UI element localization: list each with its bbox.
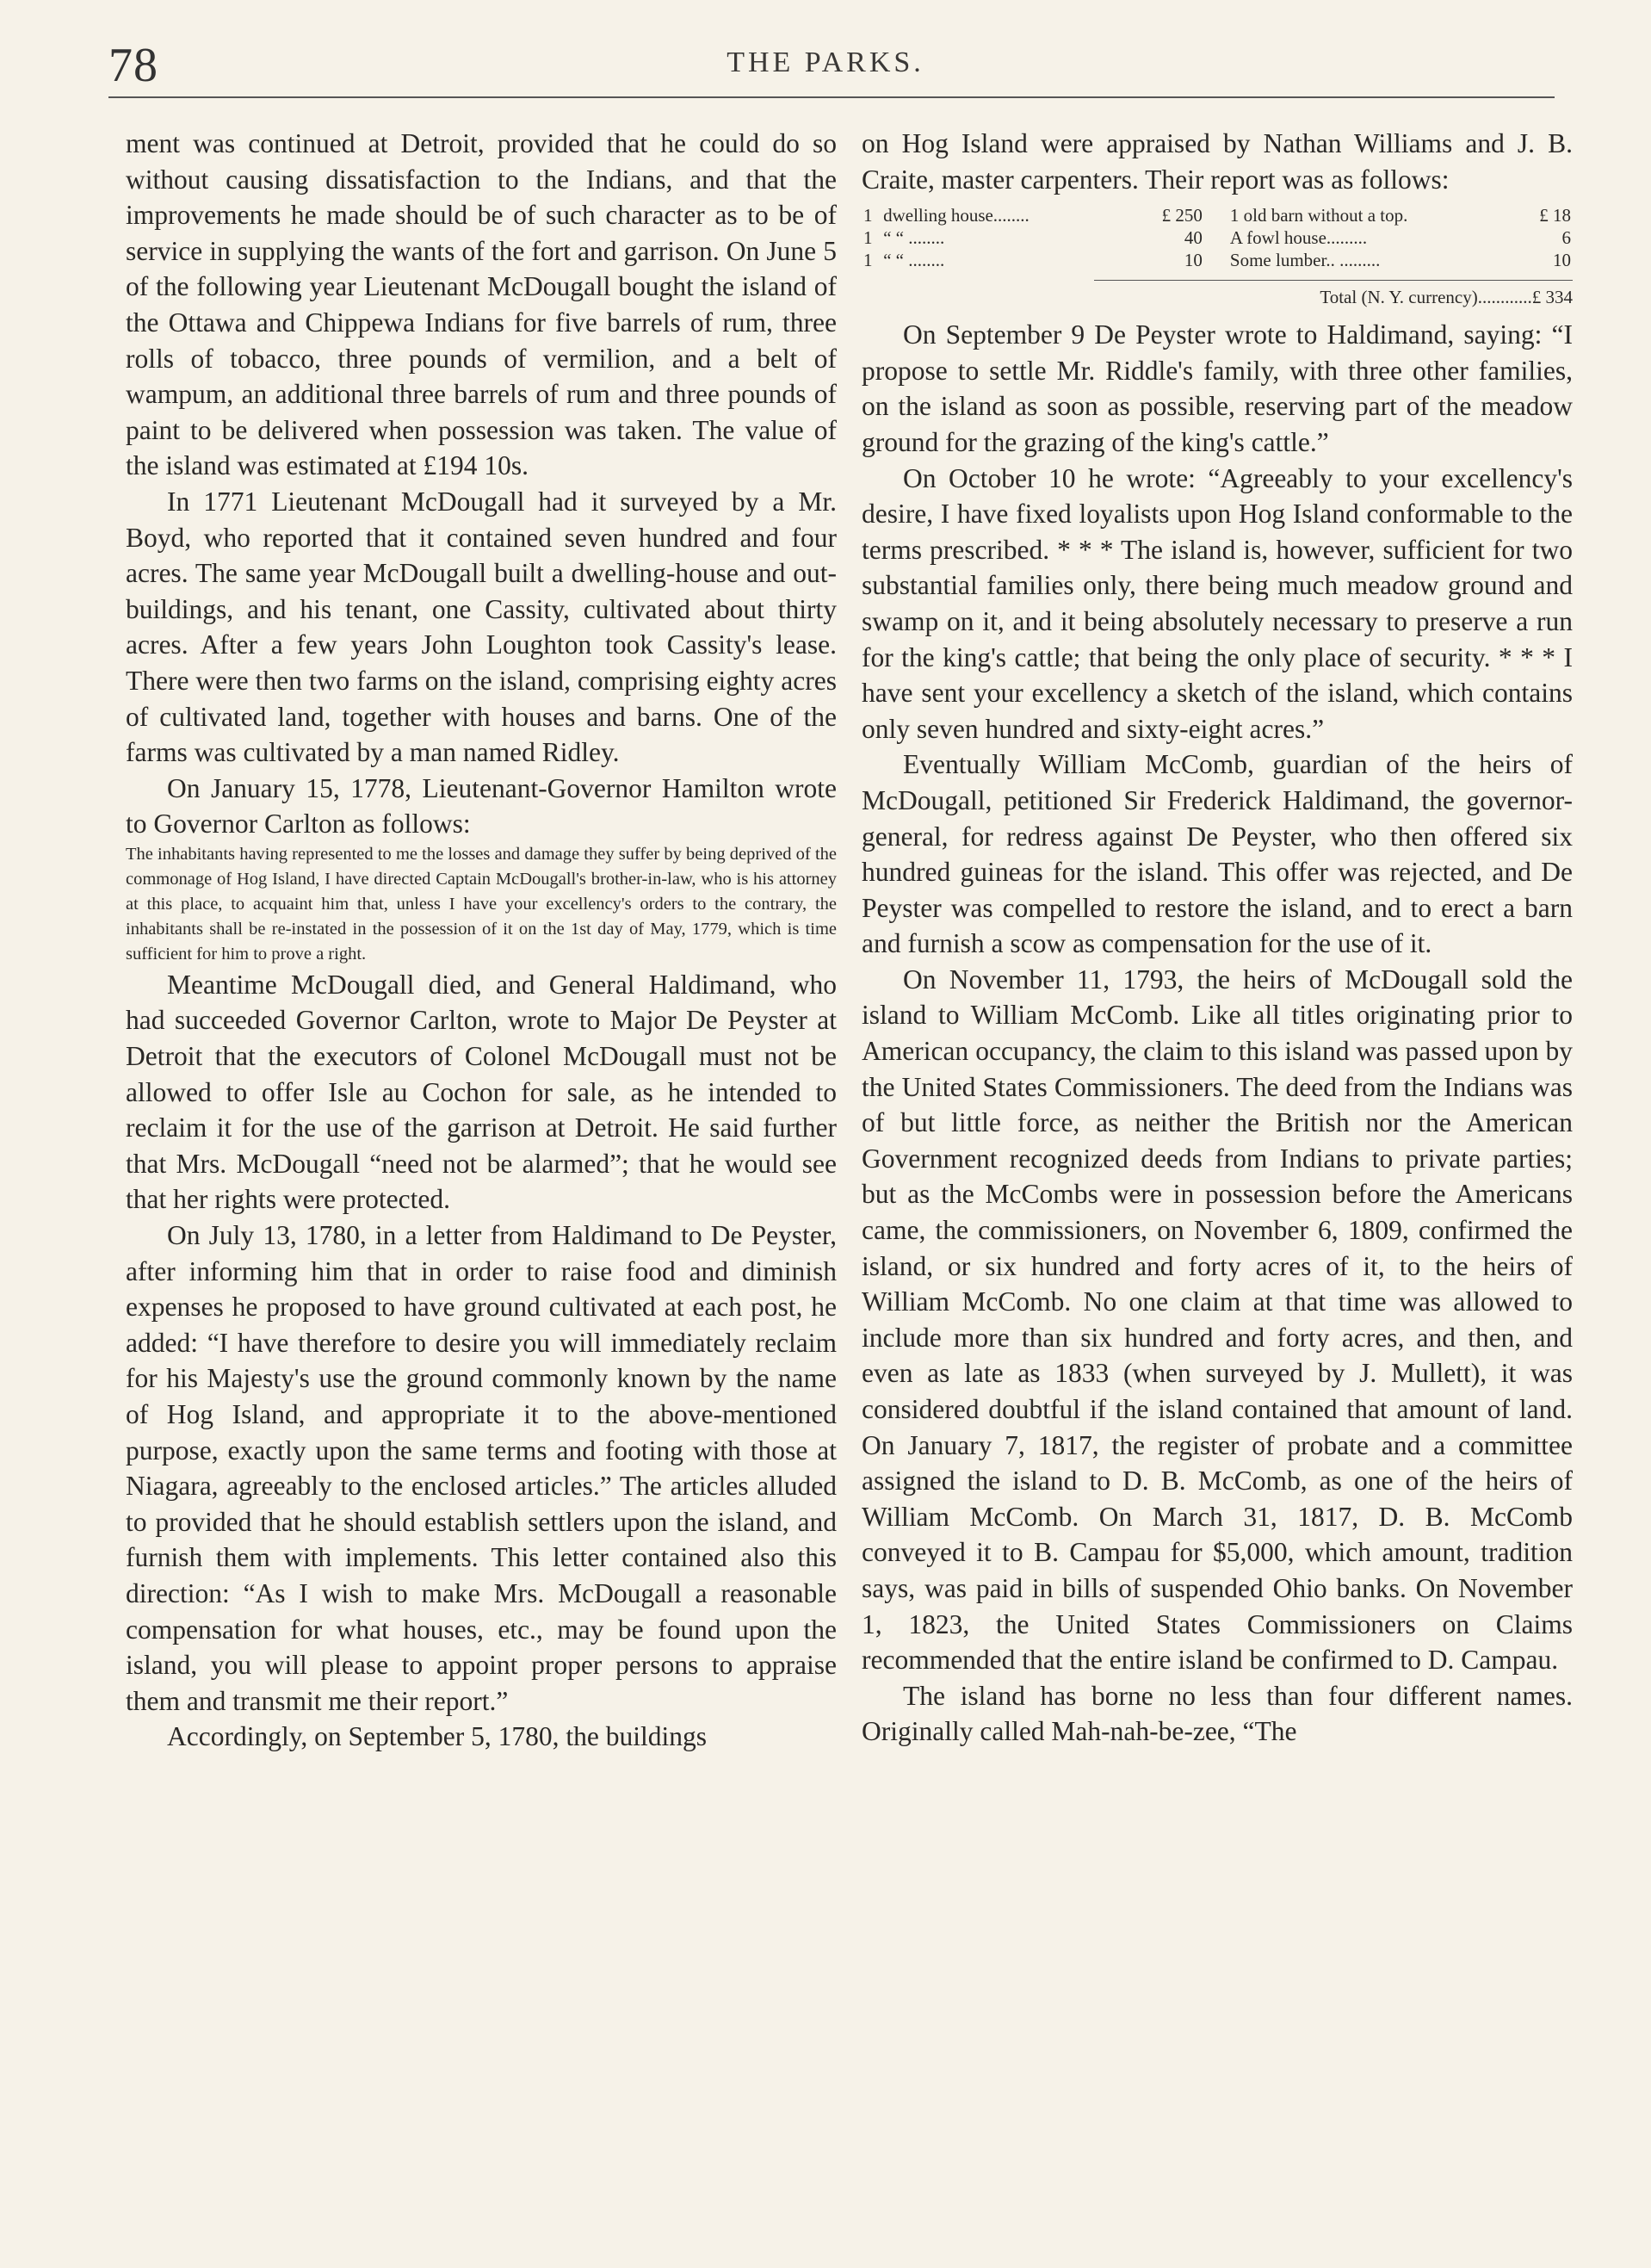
item2: 1 old barn without a top. [1229, 205, 1408, 226]
page-number: 78 [108, 39, 158, 92]
paragraph: Meantime McDougall died, and General Haldimand, who had succeeded Governor Carlton, wrote to Major De Peyster at Detroit that the executors of Colonel McDougall must not be allowed to offer Isle au Cochon for sale, as he intended to reclaim it for the use of the garrison at Detroit. He said further that Mrs. McDougall “need not be alarmed”; that he would see that her rights were protected. [126, 969, 837, 1215]
item2: Some lumber.. ......... [1229, 250, 1381, 271]
paragraph: On July 13, 1780, in a letter from Haldimand to De Peyster, after informing him that in order to raise food and diminish expenses he proposed to have ground cultivated at each post, he added: “I have therefore to desire you will immediately reclaim for his Majesty's use the ground commonly known by the name of Hog Island, and appropriate it to the above-mentioned purpose, exactly upon the same terms and footing with those at Niagara, agreeably to the enclosed articles.” The articles alluded to provided that he should establish settlers upon the island, and furnish them with implements. This letter contained also this direction: “As I wish to make Mrs. McDougall a reasonable compensation for what houses, etc., may be found upon the island, you will please to appoint proper persons to appraise them and transmit me their report.” [126, 1220, 837, 1716]
item: dwelling house........ [883, 205, 1030, 226]
appraisal-table [862, 204, 1573, 271]
paragraph: On January 15, 1778, Lieutenant-Governor Hamilton wrote to Governor Carlton as follows: [126, 772, 837, 840]
item: “ “ ........ [883, 227, 945, 249]
paragraph: On October 10 he wrote: “Agreeably to your excellency's desire, I have fixed loyalists upon Hog Island conformable to the terms prescribed. * * * The island is, however, sufficient for two substantial families only, there being much meadow ground and swamp on it, and it being absolutely necessary to preserve a run for the king's cattle; that being the only place of security. * * * I have sent your excellency a sketch of the island, which contains only seven hundred and sixty-eight acres.” [862, 462, 1573, 744]
count: 1 [863, 227, 873, 249]
paragraph: The island has borne no less than four different names. Originally called Mah-nah-be-zee, “The [862, 1680, 1573, 1747]
count: 1 [863, 205, 873, 226]
right-column [862, 126, 1573, 1750]
appraisal-total: Total (N. Y. currency)............£ 334 [1094, 280, 1573, 310]
header-rule [108, 96, 1555, 98]
block-quote: The inhabitants having represented to me the losses and damage they suffer by being deprived of the commonage of Hog Island, I have directed Captain McDougall's brother-in-law, who is his attorney at this place, to acquaint him that, unless I have your excellency's orders to the contrary, the inhabitants shall be re-instated in the possession of it on the 1st day of May, 1779, which is time sufficient for him to prove a right. [126, 844, 837, 964]
value2: 10 [1553, 250, 1571, 271]
paragraph: On November 11, 1793, the heirs of McDougall sold the island to William McComb. Like all titles originating prior to American occupancy, the claim to this island was passed upon by the United States Commissioners. The deed from the Indians was of but little force, as neither the British nor the American Government recognized deeds from Indians to private parties; but as the McCombs were in possession before the Americans came, the commissioners, on November 6, 1809, confirmed the island, or six hundred and forty acres of it, to the heirs of William McComb. No one claim at that time was allowed to include more than six hundred and forty acres, and then, and even as late as 1833 (when surveyed by J. Mullett), it was considered doubtful if the island contained that amount of land. On January 7, 1817, the register of probate and a committee assigned the island to D. B. McComb, as one of the heirs of William McComb. On March 31, 1817, D. B. McComb conveyed it to B. Campau for $5,000, which amount, tradition says, was paid in bills of suspended Ohio banks. On November 1, 1823, the United States Commissioners on Claims recommended that the entire island be confirmed to D. Campau. [862, 964, 1573, 1676]
value: 10 [1184, 250, 1203, 271]
count: 1 [863, 250, 873, 271]
paragraph: In 1771 Lieutenant McDougall had it surveyed by a Mr. Boyd, who reported that it contained seven hundred and four acres. The same year McDougall built a dwelling-house and out-buildings, and his tenant, one Cassity, cultivated about thirty acres. After a few years John Loughton took Cassity's lease. There were then two farms on the island, comprising eighty acres of cultivated land, together with houses and barns. One of the farms was cultivated by a man named Ridley. [126, 486, 837, 768]
paragraph: on Hog Island were appraised by Nathan Williams and J. B. Craite, master carpenters. Their report was as follows: [862, 128, 1573, 195]
table-row [862, 249, 1573, 271]
table-row [862, 226, 1573, 249]
left-column [126, 126, 837, 1755]
table-row [862, 204, 1573, 226]
value2: 6 [1561, 227, 1571, 249]
paragraph: On September 9 De Peyster wrote to Haldimand, saying: “I propose to settle Mr. Riddle's family, with three other families, on the island as soon as possible, reserving part of the meadow ground for the grazing of the king's cattle.” [862, 319, 1573, 457]
item: “ “ ........ [883, 250, 945, 271]
paragraph: Eventually William McComb, guardian of the heirs of McDougall, petitioned Sir Frederick Haldimand, the governor-general, for redress against De Peyster, who then offered six hundred guineas for the island. This offer was rejected, and De Peyster was compelled to restore the island, and to erect a barn and furnish a scow as compensation for the use of it. [862, 749, 1573, 959]
value2: £ 18 [1539, 205, 1571, 226]
paragraph: ment was continued at Detroit, provided that he could do so without causing dissatisfaction to the Indians, and that the improvements he made should be of such character as to be of service in supplying the wants of the fort and garrison. On June 5 of the following year Lieutenant McDougall bought the island of the Ottawa and Chippewa Indians for five barrels of rum, three rolls of tobacco, three pounds of vermilion, and a belt of wampum, an additional three barrels of rum and three pounds of paint to be delivered when possession was taken. The value of the island was estimated at £194 10s. [126, 128, 837, 481]
value: £ 250 [1161, 205, 1203, 226]
running-head: THE PARKS. [727, 46, 924, 78]
paragraph: Accordingly, on September 5, 1780, the buildings [167, 1721, 707, 1752]
value: 40 [1184, 227, 1203, 249]
item2: A fowl house......... [1229, 227, 1368, 249]
